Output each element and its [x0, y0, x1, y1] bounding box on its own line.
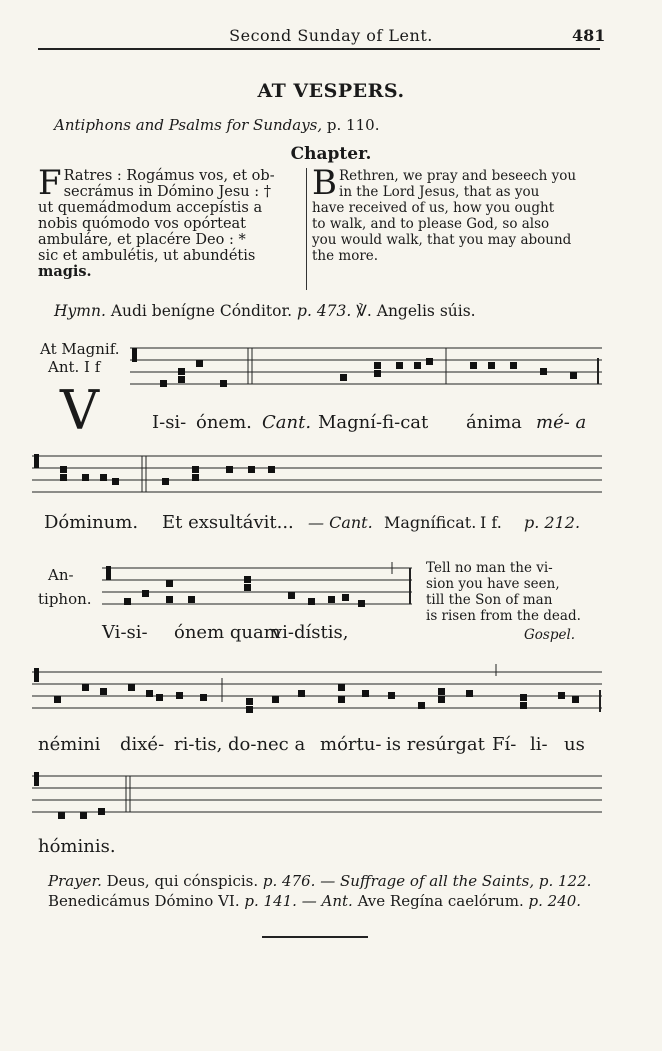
translation-line: is risen from the dead. [426, 608, 581, 624]
lyric-syllable: vi-dístis, [272, 622, 349, 643]
antiphons-text: Antiphons and Psalms for Sundays, [54, 116, 323, 134]
antiphon-label-continued: tiphon. [38, 590, 92, 608]
english-line: the more. [312, 248, 379, 264]
gospel-translation [426, 560, 602, 624]
latin-line: secrámus in Dómino Jesu : † [63, 184, 271, 200]
chant-staff-2 [32, 448, 602, 498]
lyric-syllable: Et exsultávit... [162, 512, 294, 533]
chant-staff-5 [32, 768, 602, 824]
translation-line: sion you have seen, [426, 576, 560, 592]
versicle-text: Angelis súis. [376, 302, 476, 320]
lyric-syllable: mé- a [536, 412, 587, 433]
english-line: to walk, and to please God, so also [312, 216, 550, 232]
section-title: AT VESPERS. [257, 80, 405, 102]
benedicamus-ref: p. 141. [244, 892, 297, 910]
lyric-syllable: dixé- [120, 734, 165, 755]
antiphon-label-final: — Ant. [301, 892, 353, 910]
lyric-syllable: Dóminum. [44, 512, 139, 533]
magnificat-reference: Magníficat. [384, 513, 477, 532]
chapter-english-text [312, 163, 602, 264]
antiphon-label: An- [48, 566, 74, 584]
lyric-syllable: I-si- [152, 412, 187, 433]
latin-line: magis. [38, 263, 92, 280]
lyric-syllable: ánima [466, 412, 522, 433]
latin-line: sic et ambulétis, ut abundétis [38, 248, 256, 264]
lyric-syllable: Magní-fi-cat [318, 412, 429, 433]
lyric-syllable: hóminis. [38, 836, 116, 857]
lyric-syllable: li- [530, 734, 548, 755]
hymn-label: Hymn. [54, 302, 106, 320]
english-line: you would walk, that you may abound [312, 232, 572, 248]
benedicamus-text: Benedicámus Dómino VI. [48, 892, 240, 910]
hymn-line [54, 302, 476, 320]
hymn-title: Audi benígne Cónditor. [110, 302, 293, 320]
lyric-syllable: Vi-si- [102, 622, 148, 643]
footer-rule [262, 936, 368, 938]
lyric-cant-label: Cant. [262, 412, 312, 433]
gospel-source: Gospel. [524, 627, 576, 643]
lyric-syllable: némini [38, 734, 101, 755]
magnificat-mode-label: Ant. I f [48, 358, 101, 376]
page-number: 481 [572, 26, 606, 45]
lyric-syllable: Fí- [492, 734, 517, 755]
lyric-syllable: ri-tis, [174, 734, 223, 755]
chapter-latin-text [38, 163, 302, 280]
mode-reference: I f. [480, 513, 502, 532]
prayer-line [48, 872, 591, 890]
english-line: have received of us, how you ought [312, 200, 555, 216]
lyric-syllable: ónem. [196, 412, 252, 433]
prayer-text: Deus, qui cónspicis. [106, 872, 259, 890]
chapter-heading: Chapter. [290, 144, 372, 164]
header-rule [38, 48, 600, 50]
antiphons-page-ref: p. 110. [326, 116, 380, 134]
lyric-syllable: mórtu- [320, 734, 382, 755]
english-dropcap: B [312, 163, 337, 203]
prayer-label: Prayer. [48, 872, 102, 890]
page-reference: p. 212. [524, 513, 581, 532]
column-divider [306, 168, 307, 290]
suffrage-ref: p. 122. [538, 872, 592, 890]
cant-reference: — Cant. [308, 513, 373, 532]
versicle-icon: ℣. [356, 302, 372, 320]
lyric-syllable: us [564, 734, 585, 755]
lyric-syllable: ónem quam [174, 622, 281, 643]
lyric-syllable: is resúrgat [386, 734, 485, 755]
antiphons-reference [54, 116, 379, 134]
antiphon-final-ref: p. 240. [528, 892, 582, 910]
latin-line: nobis quómodo vos opórteat [38, 216, 247, 232]
running-header-title: Second Sunday of Lent. [229, 26, 433, 45]
english-line: Rethren, we pray and beseech you [339, 168, 577, 184]
english-line: in the Lord Jesus, that as you [339, 184, 540, 200]
prayer-ref: p. 476. [262, 872, 316, 890]
translation-line: till the Son of man [426, 592, 553, 608]
magnificat-label: At Magnif. [40, 340, 120, 358]
hymn-page-ref: p. 473. [297, 302, 352, 320]
latin-line: ambuláre, et placére Deo : * [38, 232, 246, 248]
benedicamus-line [48, 892, 581, 910]
latin-dropcap: F [38, 163, 62, 203]
latin-line: ut quemádmodum accepístis a [38, 200, 263, 216]
latin-line: Ratres : Rogámus vos, et ob- [63, 168, 275, 184]
big-initial: V [60, 379, 99, 442]
chant-staff-3 [102, 560, 412, 610]
chant-staff-4 [32, 662, 602, 722]
antiphon-final-text: Ave Regína caelórum. [357, 892, 524, 910]
suffrage-text: — Suffrage of all the Saints, [320, 872, 535, 890]
lyric-syllable: do-nec a [228, 734, 306, 755]
translation-line: Tell no man the vi- [426, 560, 553, 576]
chant-staff-1 [130, 344, 602, 392]
